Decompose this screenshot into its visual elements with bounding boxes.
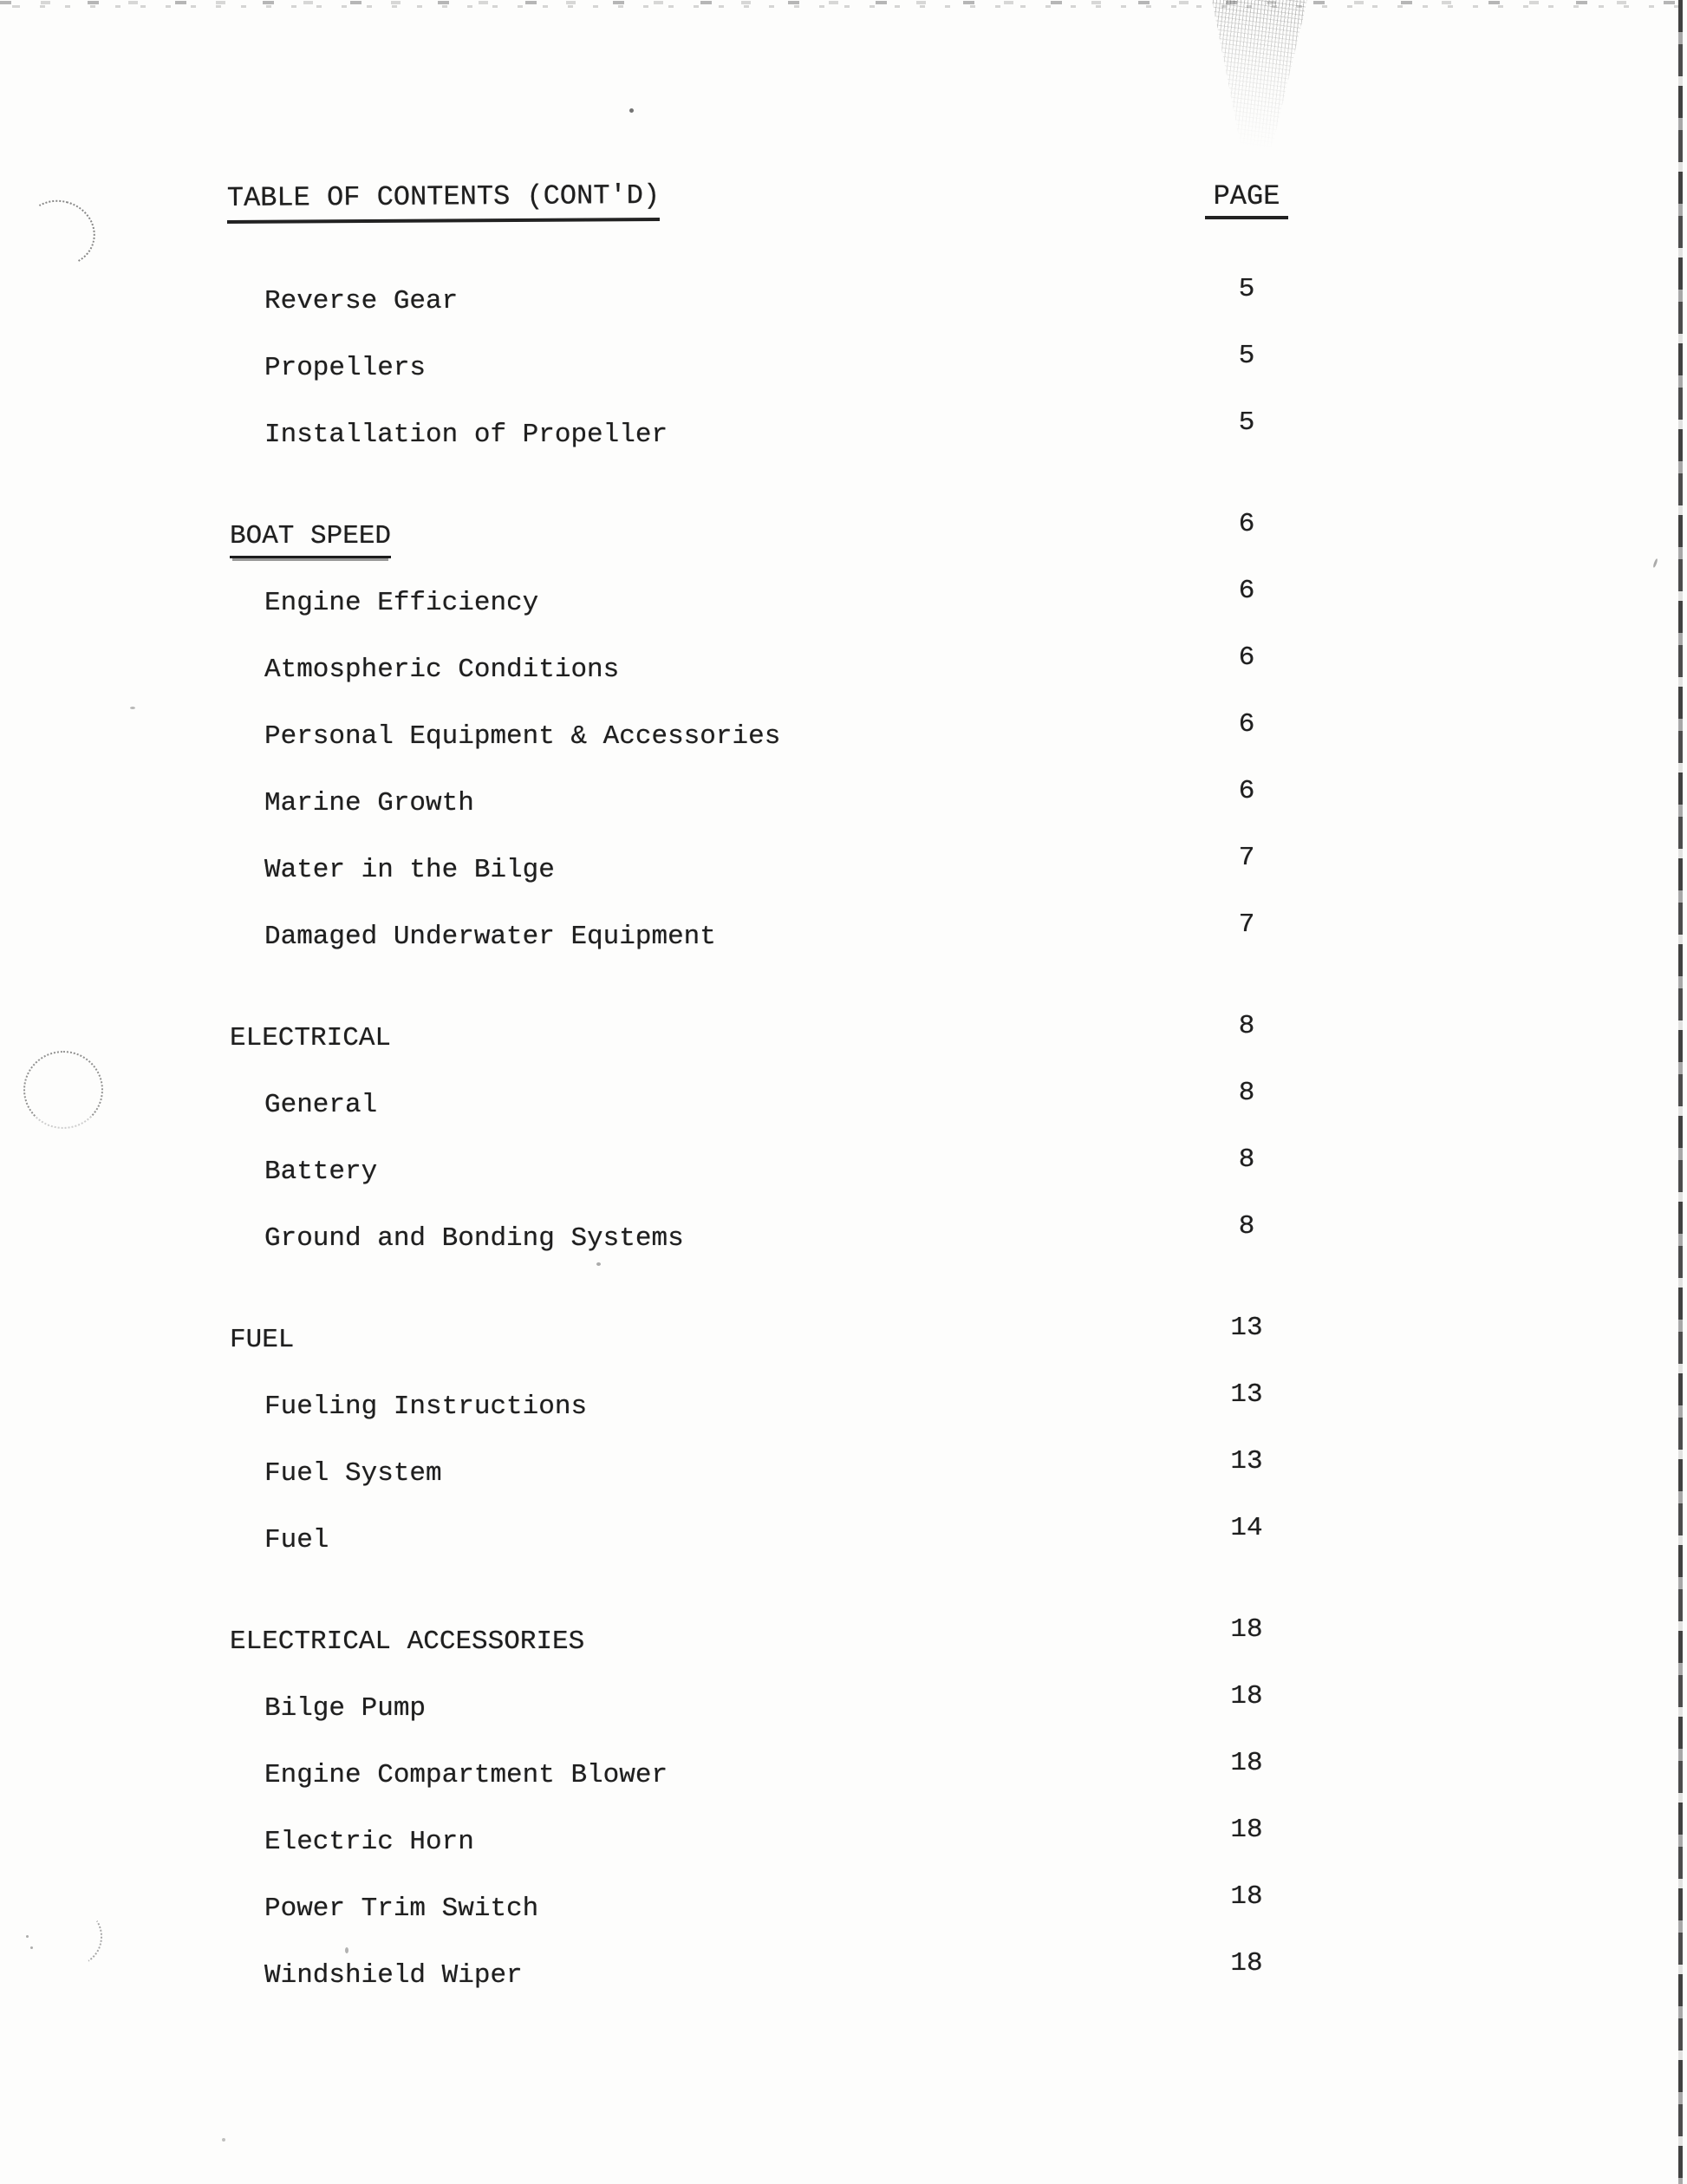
toc-entry (0, 1379, 1687, 1458)
toc-section (0, 1011, 1687, 1290)
toc-entry-page-number: 18 (1230, 1748, 1263, 1778)
page-column-header: PAGE (1205, 180, 1288, 219)
toc-entry-label: Battery (264, 1157, 378, 1187)
toc-entry-page-number: 13 (1230, 1446, 1263, 1477)
toc-entry (0, 1513, 1687, 1592)
toc-entry-label: Atmospheric Conditions (264, 655, 620, 685)
toc-section-heading-row (0, 509, 1687, 588)
toc-entry-label: Bilge Pump (264, 1693, 427, 1724)
toc-entry-label: Electric Horn (264, 1827, 474, 1857)
toc-section-items (0, 1379, 1687, 1592)
toc-entry (0, 843, 1687, 922)
toc-section-heading-row (0, 1313, 1687, 1392)
toc-entry-page-number: 7 (1238, 843, 1255, 873)
toc-entry-label: Engine Compartment Blower (264, 1760, 668, 1790)
toc-entry (0, 341, 1687, 420)
toc-entry (0, 1948, 1687, 2027)
toc-entry-page-number: 8 (1238, 1211, 1255, 1242)
section-page-number: 6 (1238, 509, 1255, 539)
toc-entry (0, 1078, 1687, 1157)
toc-entry (0, 1748, 1687, 1827)
section-heading: BOAT SPEED (230, 521, 391, 558)
toc-entry-page-number: 18 (1230, 1881, 1263, 1912)
toc-entry (0, 407, 1687, 486)
section-heading: ELECTRICAL ACCESSORIES (230, 1627, 585, 1657)
toc-entry-page-number: 13 (1230, 1379, 1263, 1410)
toc-entry (0, 1815, 1687, 1894)
toc-section-heading-row (0, 1614, 1687, 1693)
toc-entry-label: Personal Equipment & Accessories (264, 721, 781, 752)
toc-entry-page-number: 7 (1238, 909, 1255, 940)
toc-section-items (0, 1681, 1687, 2027)
toc-entry (0, 1681, 1687, 1760)
toc-entry (0, 1881, 1687, 1960)
toc-entry-label: Fuel System (264, 1458, 442, 1489)
toc-entry-page-number: 5 (1238, 274, 1255, 304)
toc-entry-page-number: 5 (1238, 341, 1255, 371)
toc-entry-label: Ground and Bonding Systems (264, 1223, 684, 1254)
toc-section-items (0, 1078, 1687, 1290)
toc-section (0, 509, 1687, 988)
toc-section (0, 274, 1687, 486)
toc-entry (0, 909, 1687, 988)
toc-entry-label: Marine Growth (264, 788, 474, 818)
toc-entry-page-number: 5 (1238, 407, 1255, 438)
toc-entry-page-number: 6 (1238, 709, 1255, 740)
section-heading: ELECTRICAL (230, 1023, 392, 1053)
toc-entry (0, 576, 1687, 655)
toc-entry-page-number: 18 (1230, 1948, 1263, 1979)
toc-entry-label: Water in the Bilge (264, 855, 555, 885)
toc-entry-page-number: 6 (1238, 576, 1255, 606)
toc-entry-label: Power Trim Switch (264, 1894, 539, 1924)
toc-entry-page-number: 18 (1230, 1681, 1263, 1711)
toc-section (0, 1614, 1687, 2027)
toc-entry-page-number: 6 (1238, 642, 1255, 673)
toc-section-heading-row (0, 1011, 1687, 1090)
toc-entry (0, 1144, 1687, 1223)
toc-entry (0, 642, 1687, 721)
section-page-number: 18 (1230, 1614, 1263, 1645)
section-heading: FUEL (230, 1325, 295, 1355)
toc-entry-label: Engine Efficiency (264, 588, 539, 618)
toc-entry-label: Propellers (264, 353, 427, 383)
section-page-number: 13 (1230, 1313, 1263, 1343)
toc-section (0, 1313, 1687, 1592)
toc-entry-label: Fuel (264, 1525, 329, 1555)
section-page-number: 8 (1238, 1011, 1255, 1041)
toc-list (0, 274, 1687, 2027)
toc-entry (0, 709, 1687, 788)
toc-entry-page-number: 14 (1230, 1513, 1263, 1543)
toc-entry (0, 1211, 1687, 1290)
toc-section-items (0, 576, 1687, 988)
toc-entry-label: Damaged Underwater Equipment (264, 922, 716, 952)
toc-entry-label: Reverse Gear (264, 286, 459, 316)
toc-section-items (0, 274, 1687, 486)
toc-entry-label: Windshield Wiper (264, 1960, 523, 1991)
toc-entry-page-number: 6 (1238, 776, 1255, 806)
toc-entry (0, 1446, 1687, 1525)
toc-entry (0, 776, 1687, 855)
toc-entry-page-number: 8 (1238, 1144, 1255, 1175)
toc-entry-label: Installation of Propeller (264, 420, 668, 450)
toc-entry-label: General (264, 1090, 378, 1120)
toc-entry-page-number: 18 (1230, 1815, 1263, 1845)
toc-entry-label: Fueling Instructions (264, 1392, 588, 1422)
page-title: TABLE OF CONTENTS (CONT'D) (227, 179, 661, 224)
toc-entry (0, 274, 1687, 353)
toc-entry-page-number: 8 (1238, 1078, 1255, 1108)
